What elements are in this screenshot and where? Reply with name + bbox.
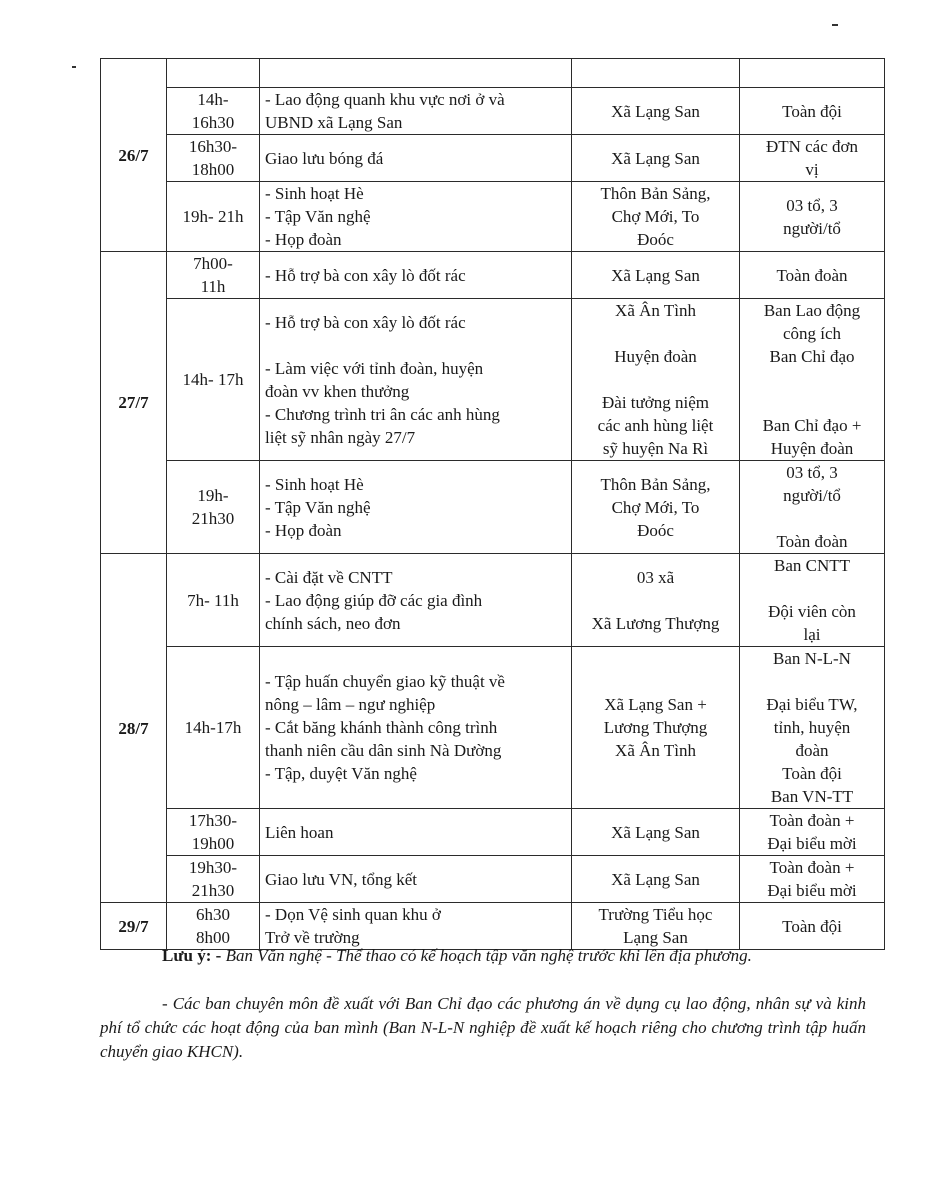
who-cell xyxy=(740,554,885,647)
day-date: 28/7 xyxy=(101,554,167,903)
schedule-table xyxy=(100,58,885,950)
empty-cell xyxy=(572,59,740,88)
note-first xyxy=(100,944,866,968)
content-line: - Tập, duyệt Văn nghệ xyxy=(265,764,417,783)
who-cell xyxy=(740,647,885,809)
content-line: - Chương trình tri ân các anh hùng xyxy=(265,404,500,424)
who-line: Toàn đoàn xyxy=(776,265,848,285)
time-cell xyxy=(167,252,260,299)
blank-line xyxy=(577,589,734,612)
who-line: Toàn đoàn + xyxy=(769,858,855,877)
content-cell xyxy=(260,252,572,299)
content-line: Giao lưu VN, tổng kết xyxy=(265,869,417,889)
who-line: công ích xyxy=(782,324,842,343)
note-text-1: Ban Văn nghệ - Thể thao có kế hoạch tập văn nghệ trước khi lên địa phương. xyxy=(225,946,752,965)
content-cell xyxy=(260,135,572,182)
schedule-row xyxy=(101,809,885,856)
place-line: Thôn Bản Sảng, xyxy=(600,474,711,494)
time-line: 14h- 17h xyxy=(182,370,244,389)
place-line: Xã Lạng San xyxy=(611,265,700,285)
place-line: Xã Lạng San xyxy=(611,869,700,889)
content-cell xyxy=(260,903,572,950)
content-line: liệt sỹ nhân ngày 27/7 xyxy=(265,427,416,447)
content-line: - Tập Văn nghệ xyxy=(265,497,371,517)
note-text-2: - Các ban chuyên môn đề xuất với Ban Chỉ đạo các phương án về dụng cụ lao động, nhân sự và kinh phí tổ chức các hoạt động của ban mình (Ban N-L-N nghiệp đề xuất kế hoạch riêng cho chương trình tập huấn chuyển giao KHCN). xyxy=(100,994,866,1061)
day-header-row xyxy=(101,59,885,88)
who-line: lại xyxy=(803,625,821,644)
who-cell xyxy=(740,299,885,461)
scan-speck xyxy=(72,66,76,68)
schedule-row xyxy=(101,88,885,135)
blank-line xyxy=(745,577,879,600)
place-line: Xã Lạng San xyxy=(611,148,700,168)
time-cell xyxy=(167,554,260,647)
who-cell xyxy=(740,182,885,252)
content-cell xyxy=(260,856,572,903)
content-line: Liên hoan xyxy=(265,822,334,842)
who-line: người/tổ xyxy=(783,486,841,505)
place-cell xyxy=(572,647,740,809)
content-line: - Cắt băng khánh thành công trình xyxy=(265,718,498,737)
content-cell xyxy=(260,299,572,461)
place-line: Lạng San xyxy=(623,928,688,947)
content-line: - Họp đoàn xyxy=(265,520,342,540)
who-cell xyxy=(740,461,885,554)
time-cell xyxy=(167,647,260,809)
who-line: Ban N-L-N xyxy=(773,649,851,668)
schedule-row xyxy=(101,647,885,809)
time-line: 16h30 xyxy=(191,113,235,132)
who-line: Ban Chỉ đạo + xyxy=(762,416,862,435)
time-cell xyxy=(167,182,260,252)
time-line: 21h30 xyxy=(191,509,235,528)
time-cell xyxy=(167,903,260,950)
who-line: đoàn xyxy=(795,741,829,760)
who-line: Đại biểu TW, xyxy=(766,695,858,714)
time-cell xyxy=(167,461,260,554)
place-cell xyxy=(572,252,740,299)
place-line: Trường Tiểu học xyxy=(598,905,713,924)
content-line: - Hỗ trợ bà con xây lò đốt rác xyxy=(265,312,466,332)
who-line: người/tổ xyxy=(783,218,841,238)
schedule-row xyxy=(101,252,885,299)
place-cell xyxy=(572,88,740,135)
who-line: Toàn đội xyxy=(782,916,842,936)
content-cell xyxy=(260,809,572,856)
content-line: - Họp đoàn xyxy=(265,230,342,249)
time-line: 16h30- xyxy=(188,137,238,156)
time-line: 7h00- xyxy=(193,254,233,273)
schedule-row xyxy=(101,299,885,461)
place-line: Thôn Bản Sảng, xyxy=(600,184,711,203)
place-line: các anh hùng liệt xyxy=(597,416,714,435)
place-line: Chợ Mới, To xyxy=(611,207,700,226)
content-line: Giao lưu bóng đá xyxy=(265,148,384,168)
place-line: sỹ huyện Na Rì xyxy=(602,439,709,458)
day-date: 26/7 xyxy=(101,59,167,252)
content-line: - Lao động quanh khu vực nơi ở và xyxy=(265,90,505,109)
who-cell xyxy=(740,135,885,182)
content-line: - Hỗ trợ bà con xây lò đốt rác xyxy=(265,265,466,285)
who-cell xyxy=(740,856,885,903)
content-line: - Sinh hoạt Hè xyxy=(265,184,364,203)
who-line: Toàn đội xyxy=(782,101,842,121)
blank-line xyxy=(577,322,734,345)
note-second xyxy=(100,992,866,1064)
time-cell xyxy=(167,809,260,856)
who-cell xyxy=(740,903,885,950)
schedule-row xyxy=(101,554,885,647)
blank-line xyxy=(745,368,879,391)
who-line: 03 tổ, 3 xyxy=(786,463,838,482)
who-cell xyxy=(740,88,885,135)
who-line: Ban Chỉ đạo xyxy=(769,347,855,366)
place-cell xyxy=(572,856,740,903)
schedule-row xyxy=(101,135,885,182)
time-line: 11h xyxy=(200,277,226,296)
place-cell xyxy=(572,461,740,554)
empty-cell xyxy=(167,59,260,88)
who-line: Ban Lao động xyxy=(763,301,861,320)
who-line: Ban VN-TT xyxy=(770,787,854,806)
place-line: Xã Lạng San + xyxy=(604,695,707,714)
place-line: Đoóc xyxy=(637,520,674,540)
time-line: 19h00 xyxy=(191,834,235,853)
time-line: 19h30- xyxy=(188,858,238,877)
who-line: Toàn đoàn + xyxy=(769,811,855,830)
place-cell xyxy=(572,903,740,950)
empty-cell xyxy=(740,59,885,88)
content-line: - Dọn Vệ sinh quan khu ở xyxy=(265,905,441,924)
place-line: Đài tưởng niệm xyxy=(602,393,709,412)
note-dash: - xyxy=(211,946,226,965)
place-cell xyxy=(572,135,740,182)
schedule-row xyxy=(101,182,885,252)
time-line: 17h30- xyxy=(188,811,238,830)
time-line: 8h00 xyxy=(196,928,230,947)
who-cell xyxy=(740,809,885,856)
content-line: - Lao động giúp đỡ các gia đình xyxy=(265,590,483,610)
time-cell xyxy=(167,856,260,903)
day-date: 29/7 xyxy=(101,903,167,950)
who-line: Đại biểu mời xyxy=(767,834,857,853)
schedule-body xyxy=(101,59,885,950)
schedule-row xyxy=(101,461,885,554)
day-date: 27/7 xyxy=(101,252,167,554)
who-line: ĐTN các đơn xyxy=(765,137,859,156)
content-cell xyxy=(260,647,572,809)
time-cell xyxy=(167,88,260,135)
who-line: Huyện đoàn xyxy=(770,439,854,458)
place-cell xyxy=(572,299,740,461)
empty-cell xyxy=(260,59,572,88)
place-line: Xã Lạng San xyxy=(611,101,700,121)
place-cell xyxy=(572,554,740,647)
place-cell xyxy=(572,182,740,252)
note-label: Lưu ý: xyxy=(162,946,212,965)
who-cell xyxy=(740,252,885,299)
content-cell xyxy=(260,461,572,554)
blank-line xyxy=(577,368,734,391)
content-line: - Sinh hoạt Hè xyxy=(265,474,364,494)
content-line: nông – lâm – ngư nghiệp xyxy=(265,695,436,714)
time-line: 21h30 xyxy=(191,881,235,900)
who-line: 03 tổ, 3 xyxy=(786,195,838,215)
content-cell xyxy=(260,88,572,135)
blank-line xyxy=(745,391,879,414)
time-line: 7h- 11h xyxy=(187,590,239,610)
who-line: Ban CNTT xyxy=(773,556,851,575)
content-line: UBND xã Lạng San xyxy=(265,113,403,132)
place-line: Lương Thượng xyxy=(603,718,708,737)
scan-speck xyxy=(832,24,838,26)
place-line: Đoóc xyxy=(637,230,674,249)
place-cell xyxy=(572,809,740,856)
time-line: 14h-17h xyxy=(184,718,242,737)
place-line: Xã Ân Tình xyxy=(615,741,696,760)
schedule-row xyxy=(101,903,885,950)
who-line: Đội viên còn xyxy=(768,602,856,621)
place-line: Xã Lạng San xyxy=(611,822,700,842)
content-line: - Cài đặt về CNTT xyxy=(265,567,393,587)
blank-line xyxy=(265,334,566,357)
place-line: Xã Lương Thượng xyxy=(591,613,720,633)
content-line: thanh niên cầu dân sinh Nà Dường xyxy=(265,741,502,760)
time-cell xyxy=(167,135,260,182)
content-cell xyxy=(260,554,572,647)
time-cell xyxy=(167,299,260,461)
time-line: 6h30 xyxy=(196,905,230,924)
schedule-row xyxy=(101,856,885,903)
place-line: Huyện đoàn xyxy=(614,347,697,366)
content-line: đoàn vv khen thưởng xyxy=(265,381,410,401)
place-line: Xã Ân Tình xyxy=(615,301,696,320)
content-cell xyxy=(260,182,572,252)
place-line: 03 xã xyxy=(636,567,675,587)
time-line: 18h00 xyxy=(191,160,235,179)
blank-line xyxy=(745,670,879,693)
content-line: - Tập huấn chuyển giao kỹ thuật về xyxy=(265,672,505,691)
content-line: Trở về trường xyxy=(265,928,360,947)
time-line: 19h- 21h xyxy=(182,207,244,226)
time-line: 19h- xyxy=(197,486,229,505)
place-line: Chợ Mới, To xyxy=(611,497,700,517)
who-line: Đại biểu mời xyxy=(767,881,857,900)
who-line: vị xyxy=(805,160,819,179)
time-line: 14h- xyxy=(197,90,229,109)
content-line: - Tập Văn nghệ xyxy=(265,207,371,226)
who-line: Toàn đội xyxy=(782,764,842,783)
content-line: chính sách, neo đơn xyxy=(265,613,401,633)
who-line: Toàn đoàn xyxy=(776,532,848,551)
who-line: tỉnh, huyện xyxy=(773,718,851,737)
content-line: - Làm việc với tỉnh đoàn, huyện xyxy=(265,358,484,378)
blank-line xyxy=(745,507,879,530)
